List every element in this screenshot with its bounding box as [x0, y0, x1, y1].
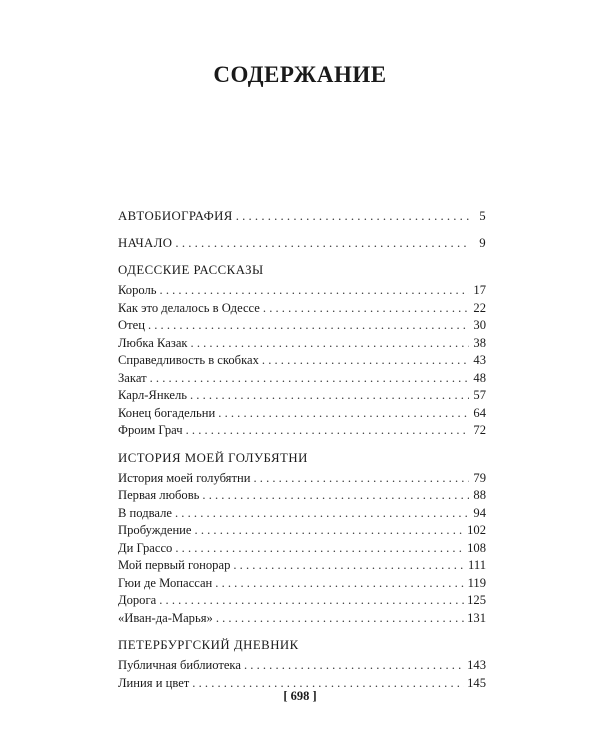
toc-entry-beginning[interactable] — [118, 235, 486, 253]
toc-leader-dots — [236, 208, 469, 226]
toc-entry[interactable] — [118, 282, 486, 300]
toc-entry-label: История моей голубятни — [118, 470, 251, 485]
toc-entry-label: Первая любовь — [118, 488, 200, 502]
toc-entry-label: Мой первый гонорар — [118, 558, 231, 572]
toc-leader-dots — [263, 300, 469, 318]
toc-leader-dots — [186, 422, 469, 440]
toc-entry-page: 38 — [473, 335, 486, 350]
toc-entry-label: В подвале — [118, 505, 172, 520]
toc-entry[interactable] — [118, 335, 486, 353]
toc-entry-page: 94 — [473, 505, 486, 520]
toc-entry-autobiography[interactable] — [118, 208, 486, 226]
toc-entry[interactable] — [118, 657, 486, 675]
toc-leader-dots — [175, 505, 469, 523]
toc-entry-page: 125 — [467, 593, 486, 607]
toc-entry-page: 72 — [473, 423, 486, 437]
page-number: [ 698 ] — [283, 689, 317, 703]
toc-entry-label: Справедливость в скобках — [118, 353, 259, 367]
toc-entry[interactable] — [118, 422, 486, 440]
toc-entry-label: АВТОБИОГРАФИЯ — [118, 209, 233, 223]
toc-entry-label: Закат — [118, 370, 147, 385]
toc-entry-page: 119 — [467, 575, 486, 590]
toc-entry-page: 143 — [467, 658, 486, 672]
toc-entry-label: Публичная библиотека — [118, 658, 241, 672]
toc-entry[interactable] — [118, 540, 486, 558]
toc-entry-page: 48 — [473, 370, 486, 385]
toc-entry[interactable] — [118, 575, 486, 593]
toc-entry[interactable] — [118, 370, 486, 388]
toc-entry-label: НАЧАЛО — [118, 235, 173, 250]
toc-entry-page: 43 — [473, 353, 486, 367]
toc-entry[interactable] — [118, 300, 486, 318]
toc-entry-label: Фроим Грач — [118, 423, 183, 437]
toc-leader-dots — [218, 405, 469, 423]
toc-entry[interactable] — [118, 405, 486, 423]
toc-entry-page: 22 — [473, 300, 486, 315]
toc-entry-label: Любка Казак — [118, 335, 188, 350]
toc-entry-page: 9 — [479, 235, 486, 250]
toc-entry-label: Как это делалось в Одессе — [118, 300, 260, 315]
toc-entry[interactable] — [118, 610, 486, 628]
toc-entry[interactable] — [118, 592, 486, 610]
toc-entry[interactable] — [118, 470, 486, 488]
toc-entry[interactable] — [118, 522, 486, 540]
toc-leader-dots — [216, 610, 464, 628]
toc-leader-dots — [175, 540, 464, 558]
toc-entry[interactable] — [118, 317, 486, 335]
toc-entry-label: Отец — [118, 318, 145, 332]
toc-entry-page: 88 — [473, 488, 486, 502]
toc-entry[interactable] — [118, 505, 486, 523]
toc-entry-page: 145 — [467, 675, 486, 690]
toc-leader-dots — [190, 387, 469, 405]
toc-entry-page: 30 — [473, 318, 486, 332]
toc-entry-page: 131 — [467, 610, 486, 625]
toc-entry-page: 108 — [467, 540, 486, 555]
toc-leader-dots — [262, 352, 469, 370]
toc-entry-label: Карл-Янкель — [118, 388, 187, 402]
toc-entry-label: Конец богадельни — [118, 405, 216, 420]
toc-entry-page: 17 — [473, 283, 486, 297]
toc-leader-dots — [253, 470, 469, 488]
toc-section-heading: ОДЕССКИЕ РАССКАЗЫ — [118, 263, 264, 277]
toc-leader-dots — [160, 282, 469, 300]
page-title: СОДЕРЖАНИЕ — [213, 62, 387, 87]
toc-entry-label: Дорога — [118, 593, 157, 607]
toc-leader-dots — [233, 557, 465, 575]
toc-section-heading: ПЕТЕРБУРГСКИЙ ДНЕВНИК — [118, 638, 299, 652]
table-of-contents — [118, 208, 486, 692]
toc-entry-page: 64 — [473, 405, 486, 420]
toc-leader-dots — [175, 235, 469, 253]
toc-entry[interactable] — [118, 557, 486, 575]
toc-entry[interactable] — [118, 352, 486, 370]
toc-entry[interactable] — [118, 487, 486, 505]
toc-section-heading: ИСТОРИЯ МОЕЙ ГОЛУБЯТНИ — [118, 450, 308, 465]
toc-entry-page: 5 — [479, 209, 486, 223]
toc-entry-label: «Иван-да-Марья» — [118, 610, 213, 625]
toc-entry-page: 111 — [468, 558, 486, 572]
toc-entry-page: 102 — [467, 523, 486, 537]
toc-entry-label: Ди Грассо — [118, 540, 173, 555]
toc-leader-dots — [159, 592, 464, 610]
toc-entry-label: Король — [118, 283, 157, 297]
toc-entry-label: Пробуждение — [118, 523, 192, 537]
toc-entry-label: Линия и цвет — [118, 675, 190, 690]
toc-entry[interactable] — [118, 387, 486, 405]
toc-leader-dots — [148, 317, 469, 335]
toc-leader-dots — [244, 657, 464, 675]
toc-entry-label: Гюи де Мопассан — [118, 575, 213, 590]
toc-leader-dots — [150, 370, 469, 388]
toc-entry-page: 79 — [473, 470, 486, 485]
toc-leader-dots — [202, 487, 469, 505]
toc-leader-dots — [191, 335, 469, 353]
toc-entry-page: 57 — [473, 388, 486, 402]
toc-leader-dots — [215, 575, 464, 593]
toc-leader-dots — [195, 522, 465, 540]
